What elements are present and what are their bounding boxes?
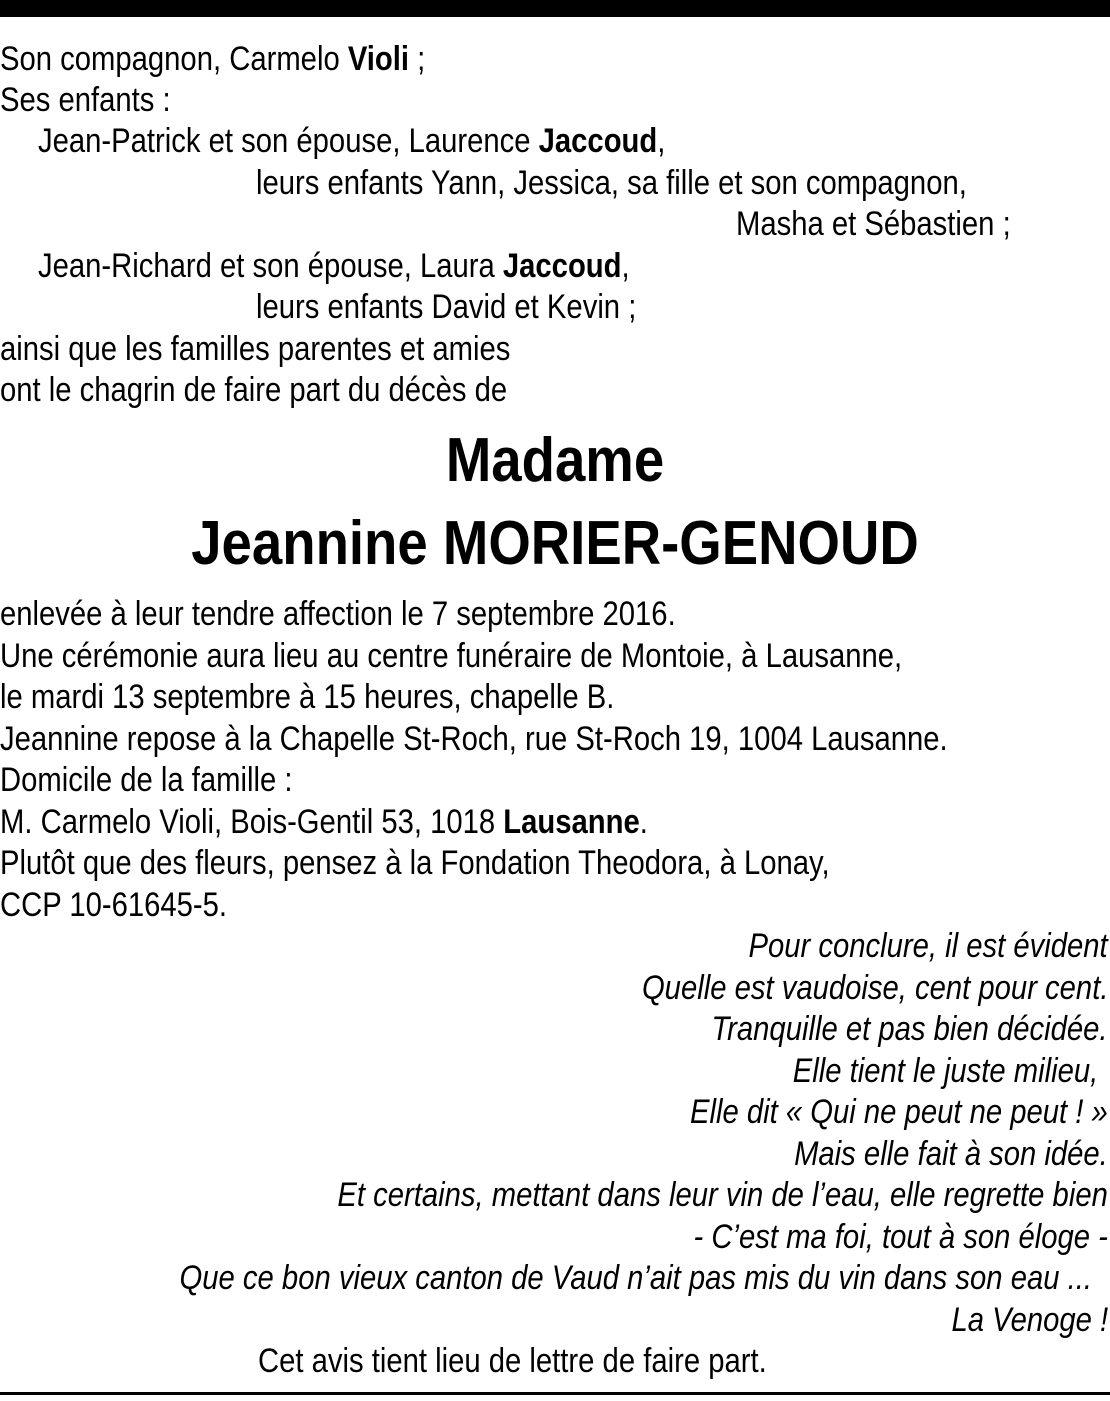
poem-line: La Venoge ! bbox=[951, 1301, 1108, 1339]
details-line-5: Domicile de la famille : bbox=[0, 761, 293, 799]
details-line-3: le mardi 13 septembre à 15 heures, chapelle B. bbox=[0, 678, 615, 716]
poem-line: - C’est ma foi, tout à son éloge - bbox=[693, 1218, 1108, 1256]
relatives-line: ainsi que les familles parentes et amies bbox=[0, 330, 511, 368]
companion-line: Son compagnon, Carmelo Violi ; bbox=[0, 40, 426, 78]
details-line-7: Plutôt que des fleurs, pensez à la Fondation Theodora, à Lonay, bbox=[0, 844, 830, 882]
poem-line: Elle tient le juste milieu, bbox=[792, 1052, 1098, 1090]
child2-line: Jean-Richard et son épouse, Laura Jaccoud, bbox=[38, 247, 630, 285]
child2-kids: leurs enfants David et Kevin ; bbox=[256, 288, 637, 326]
poem-line: Elle dit « Qui ne peut ne peut ! » bbox=[690, 1093, 1108, 1131]
bottom-rule bbox=[0, 1392, 1110, 1395]
closing-line: Cet avis tient lieu de lettre de faire part. bbox=[258, 1342, 767, 1380]
poem-line: Quelle est vaudoise, cent pour cent. bbox=[641, 969, 1108, 1007]
poem-line: Tranquille et pas bien décidée. bbox=[711, 1010, 1108, 1048]
poem-line: Mais elle fait à son idée. bbox=[794, 1135, 1108, 1173]
announcement-line: ont le chagrin de faire part du décès de bbox=[0, 371, 508, 409]
poem-line: Et certains, mettant dans leur vin de l’eau, elle regrette bien bbox=[337, 1176, 1108, 1214]
details-line-2: Une cérémonie aura lieu au centre funéraire de Montoie, à Lausanne, bbox=[0, 637, 903, 675]
poem-line: Que ce bon vieux canton de Vaud n’ait pas mis du vin dans son eau ... bbox=[179, 1259, 1092, 1297]
deceased-name: Jeannine MORIER-GENOUD bbox=[191, 509, 919, 578]
details-line-1: enlevée à leur tendre affection le 7 septembre 2016. bbox=[0, 595, 676, 633]
companion-surname: Violi bbox=[347, 40, 410, 78]
top-rule bbox=[0, 0, 1110, 17]
address-city: Lausanne bbox=[503, 803, 640, 841]
details-line-4: Jeannine repose à la Chapelle St-Roch, rue St-Roch 19, 1004 Lausanne. bbox=[0, 720, 948, 758]
poem-line: Pour conclure, il est évident bbox=[748, 927, 1108, 965]
child1-line: Jean-Patrick et son épouse, Laurence Jaccoud, bbox=[38, 122, 666, 160]
child2-surname: Jaccoud bbox=[502, 247, 622, 285]
family-address: M. Carmelo Violi, Bois-Gentil 53, 1018 Lausanne. bbox=[0, 803, 648, 841]
child1-surname: Jaccoud bbox=[538, 122, 658, 160]
details-line-8: CCP 10-61645-5. bbox=[0, 886, 228, 924]
child1-kids-line1: leurs enfants Yann, Jessica, sa fille et son compagnon, bbox=[256, 164, 967, 202]
child1-kids-line2: Masha et Sébastien ; bbox=[736, 205, 1011, 243]
children-label: Ses enfants : bbox=[0, 81, 171, 119]
deceased-title: Madame bbox=[445, 426, 665, 495]
